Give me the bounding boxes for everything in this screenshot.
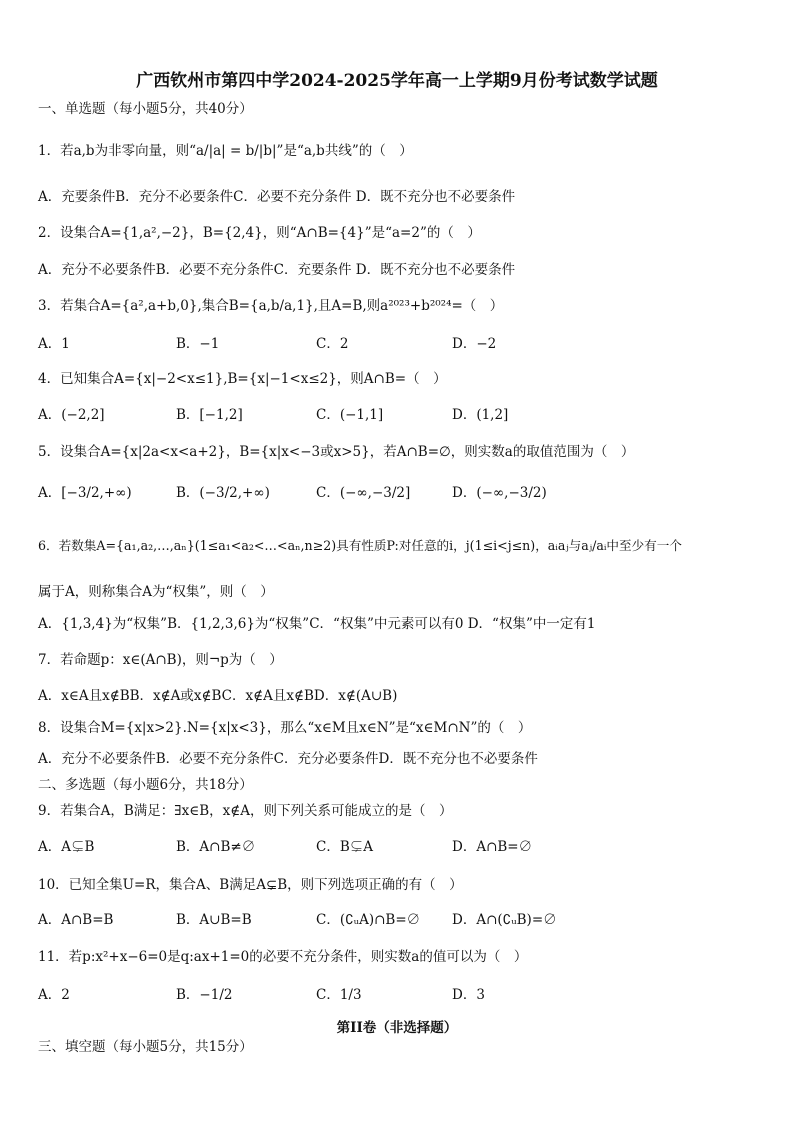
question-2-stem: 2．设集合A={1,a²,−2}，B={2,4}，则“A∩B={4}”是“a=2”的（ ） [38, 225, 481, 241]
part-2-heading: 第II卷（非选择题） [336, 1020, 458, 1036]
question-9-option-b: B．A∩B≠∅ [176, 839, 256, 855]
question-2-options: A．充分不必要条件B．必要不充分条件C．充要条件 D．既不充分也不必要条件 [38, 262, 516, 278]
section-single-choice: 一、单选题（每小题5分，共40分） [38, 101, 253, 117]
question-9-option-d: D．A∩B=∅ [452, 839, 533, 855]
question-6-stem: 6．若数集A={a₁,a₂,…,aₙ}(1≤a₁<a₂<…<aₙ,n≥2)具有性质P:对任意的i，j(1≤i<j≤n)，aᵢaⱼ与aⱼ/aᵢ中至少有一个 [38, 538, 682, 553]
question-11-stem: 11．若p:x²+x−6=0是q:ax+1=0的必要不充分条件，则实数a的值可以为（ ） [38, 949, 528, 965]
page-title: 广西钦州市第四中学2024-2025学年高一上学期9月份考试数学试题 [136, 71, 658, 91]
section-multiple-choice: 二、多选题（每小题6分，共18分） [38, 777, 253, 793]
question-8-stem: 8．设集合M={x|x>2}.N={x|x<3}，那么“x∈M且x∈N”是“x∈M∩N”的（ ） [38, 720, 532, 736]
question-4-option-a: A．(−2,2] [38, 407, 105, 423]
question-9-stem: 9．若集合A，B满足：∃x∈B，x∉A，则下列关系可能成立的是（ ） [38, 803, 453, 819]
question-10-option-a: A．A∩B=B [38, 912, 114, 928]
question-10-option-b: B．A∪B=B [176, 912, 252, 928]
question-4-stem: 4．已知集合A={x|−2<x≤1},B={x|−1<x≤2}，则A∩B=（ ） [38, 371, 447, 387]
question-4-option-b: B．[−1,2] [176, 407, 243, 423]
question-3-option-b: B．−1 [176, 336, 220, 352]
question-10-stem: 10．已知全集U=R，集合A、B满足A⊊B，则下列选项正确的有（ ） [38, 877, 463, 893]
question-10-option-d: D．A∩(∁ᵤB)=∅ [452, 912, 557, 928]
question-9-option-c: C．B⊊A [316, 839, 373, 855]
section-fill-in-blank: 三、填空题（每小题5分，共15分） [38, 1039, 253, 1055]
question-11-option-b: B．−1/2 [176, 987, 233, 1003]
question-4-option-c: C．(−1,1] [316, 407, 384, 423]
question-8-options: A．充分不必要条件B．必要不充分条件C．充分必要条件D．既不充分也不必要条件 [38, 751, 538, 767]
question-9-option-a: A．A⊊B [38, 839, 95, 855]
question-11-option-c: C．1/3 [316, 987, 362, 1003]
question-7-stem: 7．若命题p：x∈(A∩B)，则¬p为（ ） [38, 652, 283, 668]
question-5-option-c: C．(−∞,−3/2] [316, 485, 411, 501]
question-10-option-c: C．(∁ᵤA)∩B=∅ [316, 912, 421, 928]
question-5-option-d: D．(−∞,−3/2) [452, 485, 547, 501]
question-7-options: A．x∈A且x∉BB．x∉A或x∉BC．x∉A且x∉BD．x∉(A∪B) [38, 688, 398, 704]
question-11-option-a: A．2 [38, 987, 70, 1003]
question-5-option-b: B．(−3/2,+∞) [176, 485, 270, 501]
question-3-option-a: A．1 [38, 336, 70, 352]
question-3-option-c: C．2 [316, 336, 349, 352]
question-6-options: A．{1,3,4}为“权集”B．{1,2,3,6}为“权集”C．“权集”中元素可以有0 D．“权集”中一定有1 [38, 616, 596, 632]
question-5-option-a: A．[−3/2,+∞) [38, 485, 132, 501]
question-6-stem-continued: 属于A，则称集合A为“权集”，则（ ） [38, 584, 274, 600]
question-11-option-d: D．3 [452, 987, 485, 1003]
question-1-stem: 1．若a,b为非零向量，则“a/|a| = b/|b|”是“a,b共线”的（ ） [38, 143, 413, 159]
question-3-stem: 3．若集合A={a²,a+b,0},集合B={a,b/a,1},且A=B,则a²⁰²³+b²⁰²⁴=（ ） [38, 298, 504, 314]
question-1-options: A．充要条件B．充分不必要条件C．必要不充分条件 D．既不充分也不必要条件 [38, 189, 516, 205]
question-5-stem: 5．设集合A={x|2a<x<a+2}，B={x|x<−3或x>5}，若A∩B=∅，则实数a的取值范围为（ ） [38, 444, 635, 460]
question-4-option-d: D．(1,2] [452, 407, 509, 423]
question-3-option-d: D．−2 [452, 336, 497, 352]
